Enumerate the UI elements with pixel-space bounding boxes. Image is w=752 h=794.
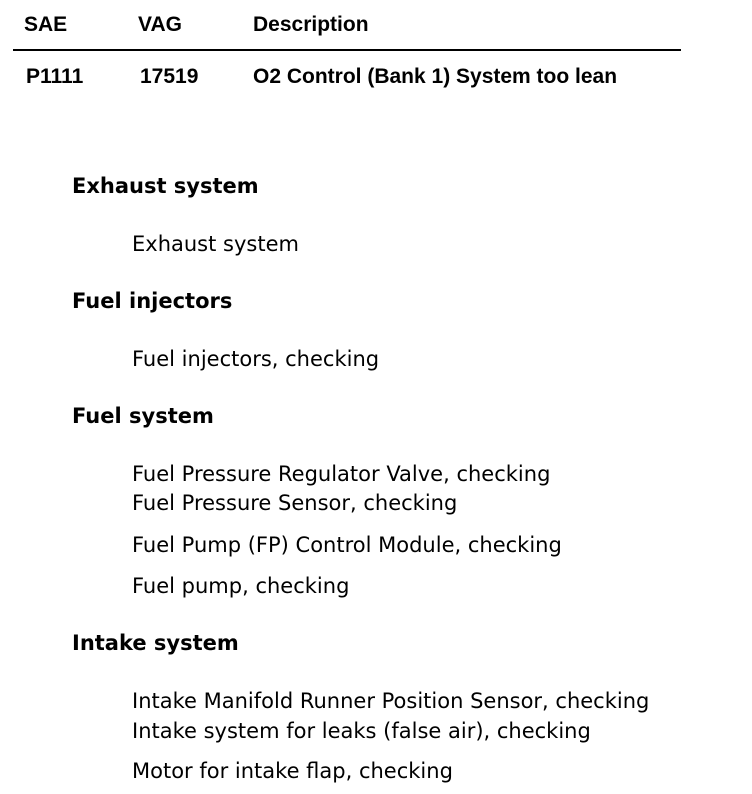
row-vag-code: 17519 [140, 65, 199, 88]
row-sae-code: P1111 [26, 65, 84, 88]
link-fuel-pump[interactable]: Fuel pump, checking [132, 574, 350, 598]
link-fuel-pump-control-module[interactable]: Fuel Pump (FP) Control Module, checking [132, 533, 562, 557]
header-description: Description [253, 13, 369, 36]
header-sae: SAE [24, 13, 68, 36]
section-title-fuel-system: Fuel system [72, 404, 214, 428]
link-motor-intake-flap[interactable]: Motor for intake flap, checking [132, 759, 453, 783]
header-divider [13, 49, 681, 51]
link-fuel-pressure-sensor[interactable]: Fuel Pressure Sensor, checking [132, 491, 458, 515]
section-title-intake-system: Intake system [72, 631, 239, 655]
link-exhaust-system[interactable]: Exhaust system [132, 232, 299, 256]
link-fuel-pressure-regulator[interactable]: Fuel Pressure Regulator Valve, checking [132, 462, 551, 486]
link-fuel-injectors-checking[interactable]: Fuel injectors, checking [132, 347, 380, 371]
link-intake-manifold-runner-sensor[interactable]: Intake Manifold Runner Position Sensor, checking [132, 689, 650, 713]
section-title-fuel-injectors: Fuel injectors [72, 289, 233, 313]
section-title-exhaust: Exhaust system [72, 174, 259, 198]
row-description: O2 Control (Bank 1) System too lean [253, 65, 618, 88]
link-intake-system-leaks[interactable]: Intake system for leaks (false air), checking [132, 719, 591, 743]
header-vag: VAG [138, 13, 182, 36]
